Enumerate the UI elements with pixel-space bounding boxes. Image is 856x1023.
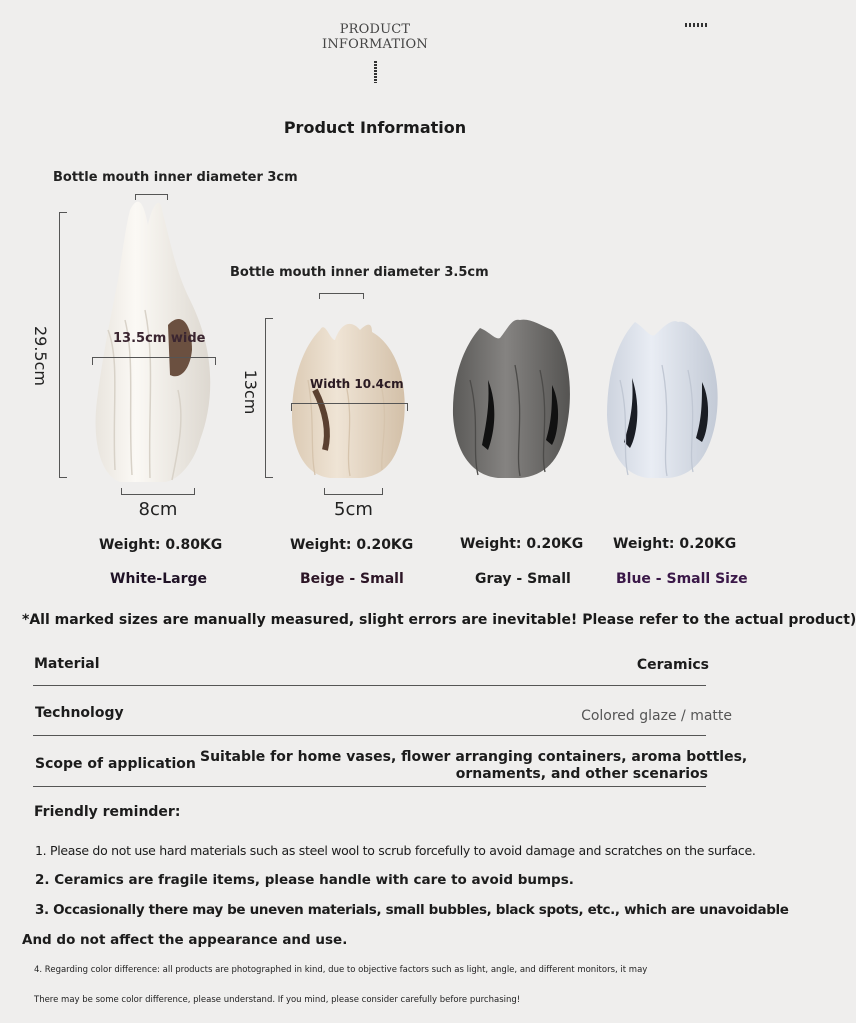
large-height-label-wrap: [26, 320, 50, 390]
section-title: Product Information: [283, 118, 467, 137]
vase-blue-small: [607, 321, 718, 478]
small-mouth-label: Bottle mouth inner diameter 3.5cm: [230, 265, 489, 280]
vase-beige-small: [292, 324, 405, 478]
large-height-label: 29.5cm: [31, 325, 50, 386]
large-base-bracket: [121, 488, 195, 495]
scope-label: Scope of application: [35, 756, 196, 772]
large-mouth-label: Bottle mouth inner diameter 3cm: [53, 170, 298, 185]
large-mouth-bracket: [135, 194, 168, 200]
spec-divider: [33, 685, 706, 686]
variant-name-white: White-Large: [110, 571, 207, 587]
scope-value-line1: Suitable for home vases, flower arranging containers, aroma bottles,: [200, 749, 748, 765]
reminder-item-4: 4. Regarding color difference: all products are photographed in kind, due to objective factors such as light, angle, and different monitors, it may: [34, 965, 648, 975]
large-width-label: 13.5cm wide: [113, 331, 206, 346]
variant-weight-gray: Weight: 0.20KG: [460, 536, 584, 552]
divider-dotted-icon: [374, 61, 377, 83]
vase-gray-small: [453, 320, 570, 478]
header-title-line1: PRODUCT: [339, 22, 411, 37]
scope-value-line2: ornaments, and other scenarios: [455, 766, 708, 782]
small-mouth-bracket: [319, 293, 364, 299]
variant-weight-white: Weight: 0.80KG: [99, 537, 223, 553]
large-height-bracket: [59, 212, 67, 478]
material-value: Ceramics: [636, 657, 709, 673]
reminder-item-1: 1. Please do not use hard materials such as steel wool to scrub forcefully to avoid damage and scratches on the surface.: [35, 843, 756, 858]
variant-weight-blue: Weight: 0.20KG: [613, 536, 737, 552]
small-height-label: 13cm: [241, 369, 260, 415]
large-base-label: 8cm: [138, 499, 178, 520]
small-width-label: Width 10.4cm: [310, 377, 404, 391]
reminder-title: Friendly reminder:: [34, 804, 181, 820]
small-base-label: 5cm: [334, 499, 373, 520]
small-height-label-wrap: [236, 356, 260, 426]
variant-name-gray: Gray - Small: [475, 571, 571, 587]
small-base-bracket: [324, 488, 383, 495]
small-height-bracket: [265, 318, 273, 478]
variant-name-beige: Beige - Small: [300, 571, 404, 587]
small-width-bracket: [291, 403, 408, 411]
variant-weight-beige: Weight: 0.20KG: [290, 537, 414, 553]
technology-label: Technology: [35, 705, 124, 721]
spec-divider: [33, 786, 706, 787]
reminder-item-3: 3. Occasionally there may be uneven materials, small bubbles, black spots, etc., which are unavoidable: [35, 902, 789, 918]
reminder-item-3-cont: And do not affect the appearance and use.: [22, 932, 348, 948]
size-disclaimer: *All marked sizes are manually measured, slight errors are inevitable! Please refer to the actual product): [22, 612, 856, 628]
reminder-item-2: 2. Ceramics are fragile items, please handle with care to avoid bumps.: [35, 872, 574, 888]
variant-name-blue: Blue - Small Size: [616, 571, 748, 587]
reminder-item-4-cont: There may be some color difference, please understand. If you mind, please consider carefully before purchasing!: [34, 995, 521, 1005]
technology-value: Colored glaze / matte: [581, 708, 732, 724]
header-title: [0, 22, 750, 52]
material-label: Material: [34, 656, 100, 672]
menu-dots-icon: [685, 23, 709, 27]
spec-divider: [33, 735, 706, 736]
header-title-line2: INFORMATION: [321, 37, 428, 52]
large-width-bracket: [92, 357, 216, 365]
